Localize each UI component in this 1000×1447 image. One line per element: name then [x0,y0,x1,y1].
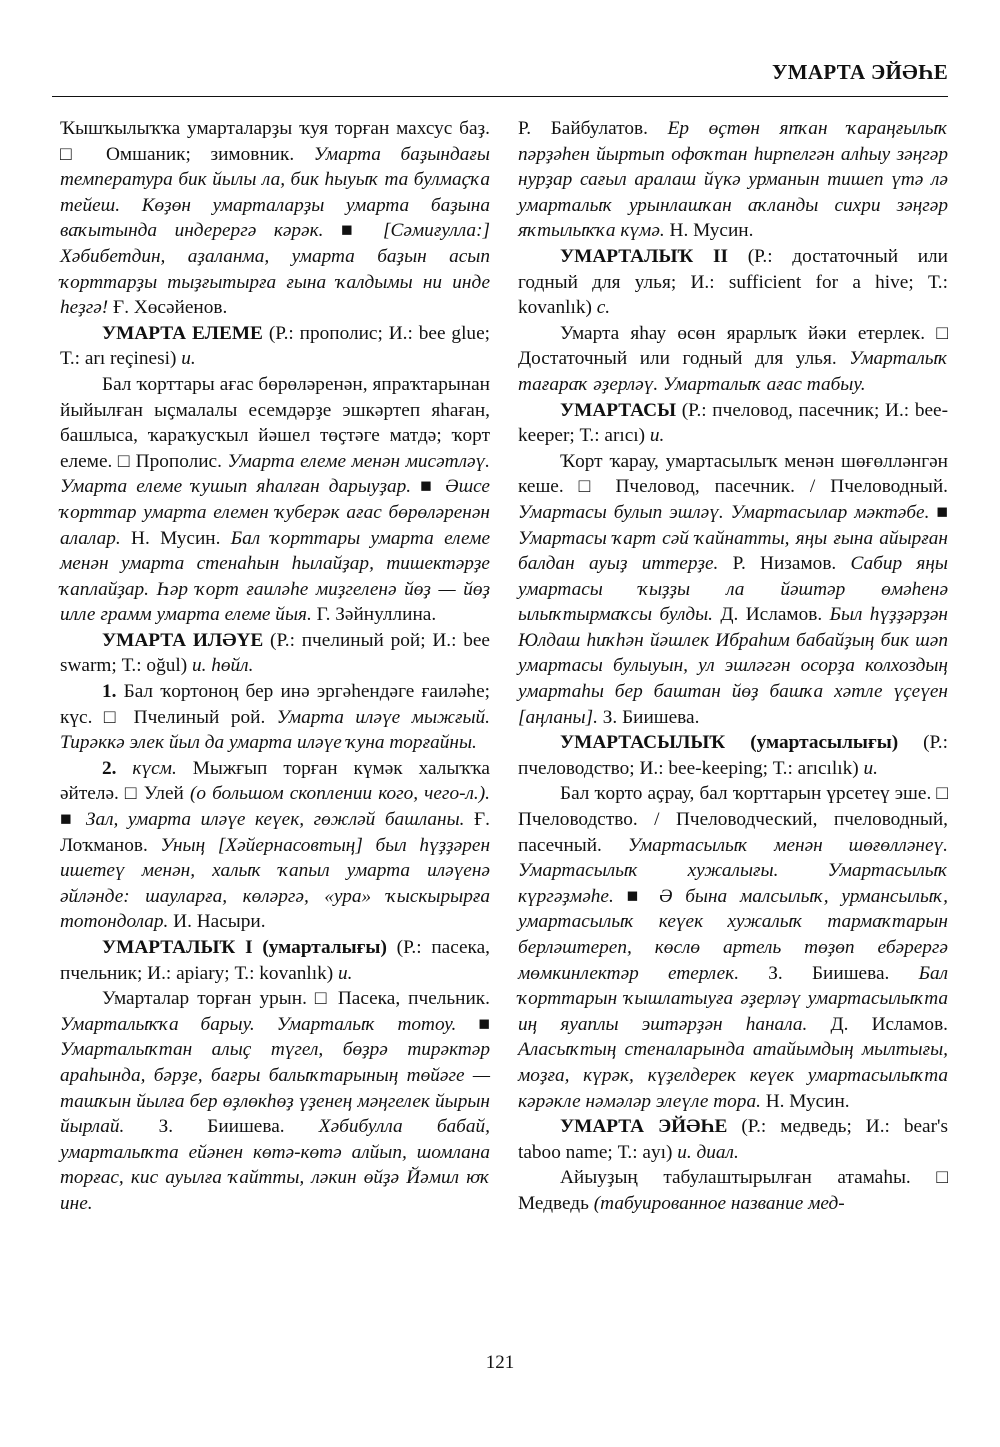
italic-example: күсм. [116,757,177,779]
entry-text: Айыуҙың табулаштырылған атамаһы. □ Медведь [518,1167,948,1214]
entry-text: Р. Низамов. [718,553,851,575]
italic-example: Был һүҙҙәрҙән Юлдаш һиҡһән йәшлек Ибраһим бабайҙың бик шәп умартасы булыуын, ул эшләгән осорҙа колхоздың умартаһы бер баштан йөҙ башҡа хәтле үҫеүен [аңланы]. [518,604,948,728]
page-number: 121 [485,1352,515,1373]
italic-example: Бал ҡорттары умарта елеме менән умарта стенаһын һылайҙар, тишектәрҙе ҡаплайҙар. Һәр ҡорт ғаиләһе миҙгеленә йөҙ — йөҙ илле грамм умарта елеме йыя. [60,527,490,626]
entry-text: (Р.: прополис; И.: bee glue; Т.: arı reçinesi) [60,322,490,370]
italic-example: и. [649,425,665,447]
dictionary-entry-paragraph [60,321,490,372]
entry-text: Ҡорт ҡарау, умартасылыҡ менән шөғөлләнгән кеше. □ Пчеловод, пасечник. / Пчеловодный. [518,450,948,498]
entry-text: Бал ҡорто аҫрау, бал ҡорттарын үрсетеү эше. □ Пчеловодство. / Пчеловодческий, пчеловодный, пасечный. [518,783,948,856]
headword: УМАРТА ЭЙӘҺЕ [560,1116,728,1138]
italic-example: Умартасылыҡ менән шөғөлләнеү. Умартасылыҡ хужалығы. Умартасылыҡ күргәҙмәһе. ■ Ә бына малсылыҡ, урмансылыҡ, умартасылыҡ кеүек хужалыҡ тармаҡтарын берләштереп, көслө артель төҙөп ебәрергә мөмкинлектәр етерлек. [518,834,948,984]
headword: 1. [102,681,117,703]
entry-text: З. Биишева. [597,706,700,728]
headword: УМАРТАСЫ [560,399,677,421]
italic-example: и. диал. [677,1141,739,1163]
dictionary-entry-paragraph [518,398,948,449]
entry-text: Д. Исламов. [807,1013,948,1035]
italic-example: Аласыҡтың стеналарында атайымдың мылтығы, моҙға, күрәк, күҙелдерек кеүек умартасылыҡта кәрәкле нәмәләр элеүле тора. [518,1039,948,1112]
entry-text: З. Биишева. [124,1116,319,1138]
entry-text: (Р.: пчеловод, пасечник; И.: bee-keeper; Т.: arıcı) [518,399,948,447]
dictionary-entry-paragraph [60,628,490,679]
headword: УМАРТА ЕЛЕМЕ [102,322,263,344]
italic-example: Умарта елеме менән мисәтләү. Умарта елеме ҡушып яһалған дарыуҙар. ■ Әшсе ҡорттар умарта елемен ҡуберәк ағас бөрөләренән алалар. [60,450,490,549]
entry-text: Ҡышҡылыҡҡа умарталарҙы ҡуя торған махсус баҙ. □ Омшаник; зимовник. [60,118,490,165]
italic-example: Умарталыҡ тағараҡ әҙерләү. Умарталыҡ ағас табыу. [518,348,948,395]
italic-example: с. [596,297,611,319]
italic-example: Умартасы булып эшләү. Умартасылар мәктәбе. ■ Умартасы ҡарт сәй ҡайнатты, яңы ғына айырған балдан ауыҙ иттерҙе. [518,501,948,575]
headword: УМАРТА ИЛӘҮЕ [102,629,264,651]
dictionary-entry-paragraph [518,449,948,731]
entry-text: (Р.: пчелиный рой; И.: bee swarm; Т.: oğul) [60,629,490,677]
dictionary-entry-paragraph [518,116,948,244]
italic-example: Умарталыҡҡа барыу. Умарталыҡ тотоу. ■ Умарталыҡтан алыҫ түгел, бөҙрә тирәктәр араһында, бәрҙе, бағры балыҡтарының төйәге — ташҡын йылға бер өҙлөкһөҙ үҙенең мәңгелек йырын йырлай. [60,1013,490,1138]
italic-example: и. һөйл. [191,655,254,677]
header-rule [52,96,948,97]
dictionary-entry-paragraph [518,321,948,398]
italic-example: (о большом скоплении кого, чего-л.). ■ Зал, умарта иләүе кеүек, гөжләй башланы. [60,783,490,831]
italic-example: Бал ҡорттарын ҡышлатыуға әҙерләү умартасылыҡта иң яуаплы эштәрҙән һанала. [518,962,948,1035]
italic-example: Сабир яңы умартасы ҡыҙҙы ла йәштәр өмәһенә ылыҡтырмаҡсы булды. [518,553,948,626]
dictionary-entry-paragraph [60,116,490,321]
headword: 2. [102,757,117,779]
right-column [518,116,948,1217]
entry-text: З. Биишева. [739,962,919,984]
entry-text: Бал ҡортоноң бер инә эргәһендәге ғаиләһе; күс. □ Пчелиный рой. [60,681,490,728]
entry-text: Н. Мусин. [664,220,754,242]
dictionary-entry-paragraph [518,730,948,781]
italic-example: Уның [Хәйернасовтың] был һүҙҙәрен ишетеү менән, халыҡ ҡапыл умарта иләүенә әйләнде: шауларға, көләргә, «ура» ҡыскырырға тотондолар. [60,834,491,933]
italic-example: и. [181,348,196,370]
headword: УМАРТАЛЫҠ II [560,245,729,267]
entry-text: Н. Мусин. [120,527,231,549]
running-head: УМАРТА ЭЙӘҺЕ [772,60,948,84]
dictionary-entry-paragraph [60,935,490,986]
entry-text: Умарта яһау өсөн ярарлыҡ йәки етерлек. □ Достаточный или годный для улья. [518,322,948,370]
dictionary-entry-paragraph [518,1165,948,1216]
entry-text: Ғ. Хөсәйенов. [108,297,228,319]
italic-example: Умарта баҙындағы температура бик йылы ла, бик һыуыҡ та булмаҫҡа тейеш. Көҙөн умарталарҙы умарта баҙына ваҡытында индерергә кәрәк. ■ [Сәмиғулла:] Хәбибетдин, аҙаланма, умарта баҙын асып ҡорттарҙы тыҙғытырға ғына ҡалдымы ни инде һеҙгә! [60,143,490,319]
entry-text: (Р.: пасека, пчельник; И.: apiary; Т.: kovanlık) [60,937,490,984]
entry-text: (Р.: медведь; И.: bear's taboo name; Т.: ayı) [518,1116,948,1163]
entry-text: И. Насыри. [168,911,266,933]
italic-example: и. [338,962,353,984]
italic-example: Умарта иләүе мыжғый. Тирәккә элек йыл да умарта иләүе ҡуна торғайны. [60,706,490,754]
italic-example: Ер өҫтөн япҡан ҡараңғылыҡ пәрҙәһен йыртып офоҡтан һирпелгән алһыу зәңгәр нурҙар сағыл аралаш йүкә урманын тишеп үтә лә умарталыҡ урынлашҡан аҡланды сихри зәңгәр яҡтылыҡҡа күмә. [518,118,948,242]
italic-example: (табуированное название мед- [593,1192,845,1214]
entry-text: (Р.: достаточный или годный для улья; И.: sufficient for a hive; Т.: kovanlık) [518,245,948,319]
italic-example: Хәбибулла бабай, умарталыҡта ейәнен көтә-көтә алйып, шомлана торғас, кис ауылға ҡайтты, ләкин өйҙә Йәмил юҡ ине. [60,1116,490,1214]
entry-text: Р. Байбулатов. [518,118,668,139]
headword: УМАРТАЛЫҠ I (умарталығы) [102,937,387,958]
left-column [60,116,490,1217]
entry-text: Ғ. Лоҡманов. [60,809,490,856]
dictionary-entry-paragraph [518,244,948,321]
dictionary-entry-paragraph [518,781,948,1114]
dictionary-entry-paragraph [60,679,490,756]
headword: УМАРТАСЫЛЫҠ (умартасылығы) [560,732,899,754]
entry-text: Умарталар торған урын. □ Пасека, пчельник. [102,988,490,1010]
entry-text: Д. Исламов. [713,604,830,626]
dictionary-entry-paragraph [60,756,490,935]
entry-text: Г. Зәйнуллина. [311,604,437,626]
entry-text: Бал ҡорттары ағас бөрөләренән, япраҡтарынан йыйылған ыҫмалалы есемдәрҙе эшкәртеп яһаған, башлыса, ҡараҡусҡыл йәшел төҫтәге матдә; ҡорт елеме. □ Прополис. [60,373,490,472]
entry-text: Н. Мусин. [760,1090,850,1112]
italic-example: и. [863,757,878,779]
dictionary-entry-paragraph [60,986,490,1216]
dictionary-entry-paragraph [60,372,490,628]
entry-text: Мыжғып торған күмәк халыҡҡа әйтелә. □ Улей [60,757,490,805]
dictionary-entry-paragraph [518,1114,948,1165]
entry-text: (Р.: пчеловодство; И.: bee-keeping; Т.: arıcılık) [518,732,948,779]
